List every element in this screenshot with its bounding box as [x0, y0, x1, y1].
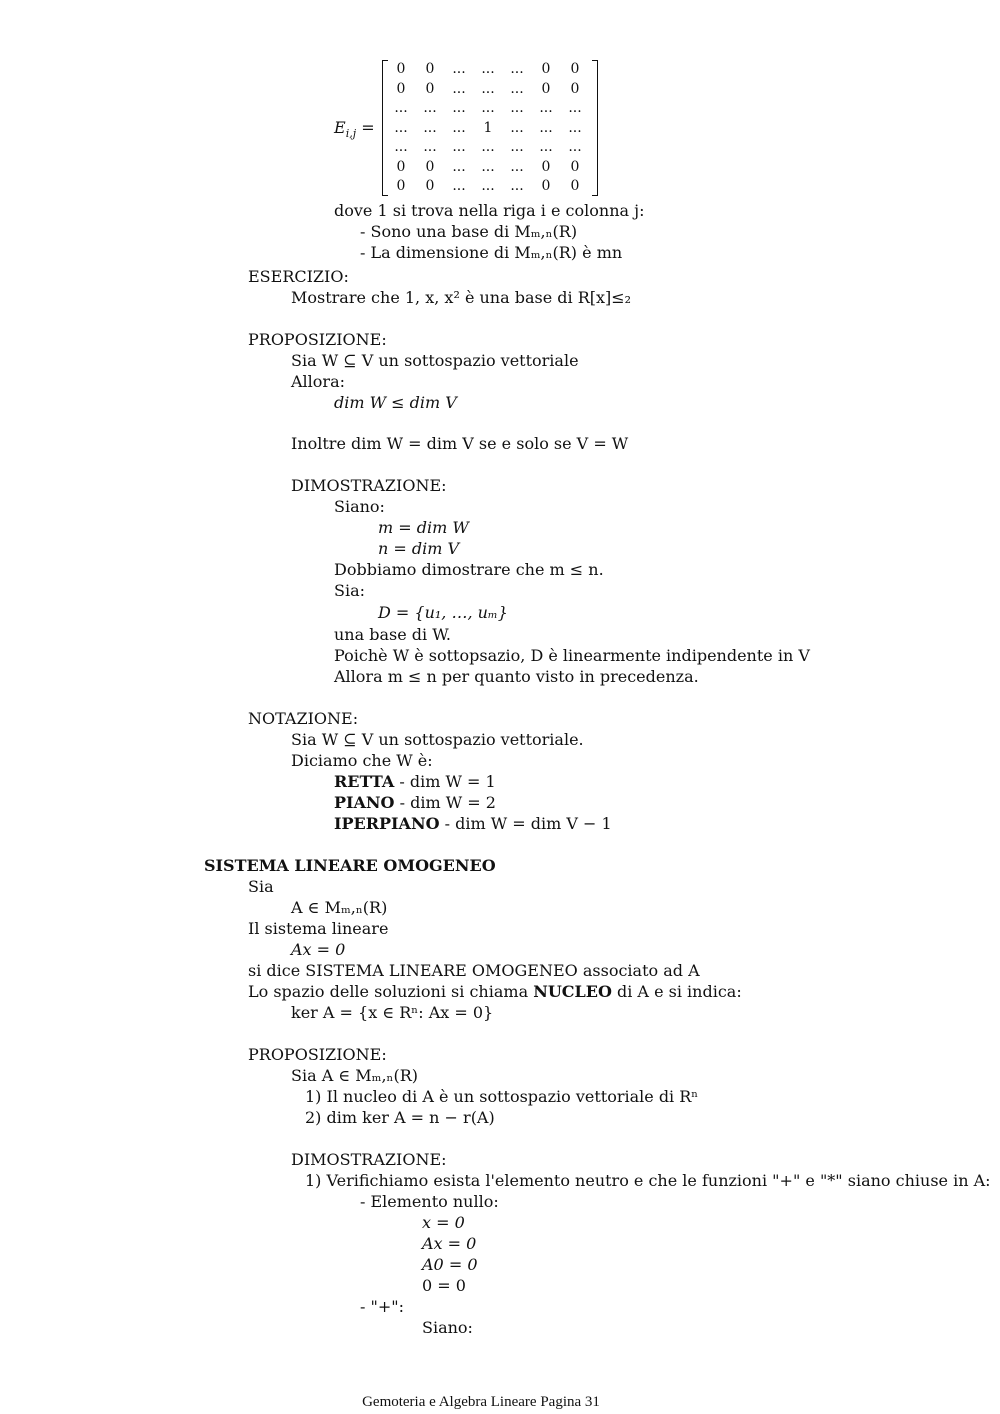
matrix-equals: = [361, 118, 375, 137]
matrix-cell: ... [452, 61, 466, 77]
matrix-cell: ... [394, 139, 408, 155]
matrix-cell: 0 [570, 61, 580, 77]
matrix-E-ij [334, 58, 604, 198]
matrix-cell: ... [510, 80, 524, 97]
matrix-cell: ... [481, 139, 495, 155]
matrix-right-bracket [592, 60, 598, 196]
matrix-cell: ... [568, 119, 582, 136]
text-line: Il sistema lineare [248, 919, 389, 938]
matrix-cell: ... [568, 100, 582, 116]
text-line: Diciamo che W è: [291, 751, 433, 770]
text-line: Dobbiamo dimostrare che m ≤ n. [334, 560, 604, 579]
section-heading: PROPOSIZIONE: [248, 330, 387, 349]
math-line: Ax = 0 [291, 940, 346, 959]
text-line: Sia A ∈ Mₘ,ₙ(R) [291, 1066, 419, 1085]
math-line: A0 = 0 [422, 1255, 478, 1274]
matrix-cell: ... [423, 119, 437, 136]
matrix-cell: ... [481, 178, 495, 194]
section-heading: DIMOSTRAZIONE: [291, 1150, 447, 1169]
section-heading: NOTAZIONE: [248, 709, 359, 728]
matrix-cell: ... [481, 158, 495, 175]
text-line: Siano: [334, 497, 385, 516]
math-line: 0 = 0 [422, 1276, 466, 1295]
matrix-cell: ... [394, 119, 408, 136]
matrix-cell: ... [481, 80, 495, 97]
text-line: Allora m ≤ n per quanto visto in precedenza. [334, 667, 699, 686]
notation-retta: RETTA - dim W = 1 [334, 772, 496, 791]
matrix-cell: 0 [541, 80, 551, 97]
text-line: Sia [248, 877, 274, 896]
matrix-cell: ... [510, 139, 524, 155]
list-item: - "+": [360, 1297, 405, 1316]
matrix-cell: 0 [541, 61, 551, 77]
page-footer: Gemoteria e Algebra Lineare Pagina 31 [362, 1394, 600, 1410]
text-line: dove 1 si trova nella riga i e colonna j: [334, 201, 645, 220]
text-line: Inoltre dim W = dim V se e solo se V = W [291, 434, 629, 453]
matrix-cell: 0 [425, 80, 435, 97]
matrix-cell: ... [539, 139, 553, 155]
matrix-cell: ... [481, 100, 495, 116]
matrix-cell: 0 [425, 178, 435, 194]
list-item: 1) Verifichiamo esista l'elemento neutro e che le funzioni "+" e "*" siano chiuse in A: [305, 1171, 991, 1190]
matrix-cell: ... [394, 100, 408, 116]
math-line: n = dim V [378, 539, 460, 558]
matrix-cell: ... [510, 119, 524, 136]
matrix-cell: 0 [541, 178, 551, 194]
matrix-cell: ... [423, 139, 437, 155]
math-line: A ∈ Mₘ,ₙ(R) [291, 898, 388, 917]
matrix-cell: ... [510, 178, 524, 194]
matrix-cell: 0 [396, 158, 406, 175]
list-item: - Elemento nullo: [360, 1192, 499, 1211]
notation-piano: PIANO - dim W = 2 [334, 793, 496, 812]
matrix-cell: 0 [396, 178, 406, 194]
matrix-cell: ... [539, 119, 553, 136]
matrix-cell: ... [510, 158, 524, 175]
matrix-cell: ... [452, 100, 466, 116]
matrix-cell: ... [568, 139, 582, 155]
matrix-cell: ... [452, 178, 466, 194]
matrix-cell: 0 [570, 80, 580, 97]
section-heading: DIMOSTRAZIONE: [291, 476, 447, 495]
list-item: - Sono una base di Mₘ,ₙ(R) [360, 222, 578, 241]
matrix-cell: ... [452, 158, 466, 175]
list-item: - La dimensione di Mₘ,ₙ(R) è mn [360, 243, 623, 262]
matrix-cell: 0 [570, 158, 580, 175]
matrix-cell: 0 [425, 158, 435, 175]
matrix-cell: 0 [396, 61, 406, 77]
text-line: Lo spazio delle soluzioni si chiama NUCLEO di A e si indica: [248, 982, 742, 1001]
text-line: una base di W. [334, 625, 451, 644]
math-line: Ax = 0 [422, 1234, 477, 1253]
matrix-cell: 0 [570, 178, 580, 194]
math-line: dim W ≤ dim V [334, 393, 457, 412]
math-line: ker A = {x ∈ Rⁿ: Ax = 0} [291, 1003, 494, 1022]
matrix-cell: ... [539, 100, 553, 116]
matrix-label: E [334, 118, 346, 137]
text-line: si dice SISTEMA LINEARE OMOGENEO associato ad A [248, 961, 700, 980]
text-line: Mostrare che 1, x, x² è una base di R[x]≤₂ [291, 288, 632, 307]
list-item: 1) Il nucleo di A è un sottospazio vettoriale di Rⁿ [305, 1087, 699, 1106]
matrix-cell: ... [423, 100, 437, 116]
text-line: Sia: [334, 581, 366, 600]
text-line: Allora: [291, 372, 345, 391]
matrix-cell: ... [481, 61, 495, 77]
matrix-cell: ... [510, 61, 524, 77]
text-line: Poichè W è sottopsazio, D è linearmente indipendente in V [334, 646, 810, 665]
math-line: D = {u₁, …, uₘ} [378, 603, 508, 622]
matrix-cell: 0 [541, 158, 551, 175]
matrix-cell: ... [452, 119, 466, 136]
matrix-cell: ... [452, 80, 466, 97]
section-title: SISTEMA LINEARE OMOGENEO [204, 856, 496, 875]
text-line: Sia W ⊆ V un sottospazio vettoriale. [291, 730, 584, 749]
matrix-cell: 0 [425, 61, 435, 77]
text-line: Siano: [422, 1318, 473, 1337]
list-item: 2) dim ker A = n − r(A) [305, 1108, 495, 1127]
math-line: m = dim W [378, 518, 469, 537]
matrix-cell: ... [510, 100, 524, 116]
section-heading: ESERCIZIO: [248, 267, 349, 286]
section-heading: PROPOSIZIONE: [248, 1045, 387, 1064]
math-line: x = 0 [422, 1213, 465, 1232]
matrix-cell: 1 [483, 119, 493, 136]
matrix-cell: 0 [396, 80, 406, 97]
matrix-cell: ... [452, 139, 466, 155]
matrix-label-subscript: i,j [345, 127, 357, 141]
notation-iperpiano: IPERPIANO - dim W = dim V − 1 [334, 814, 612, 833]
text-line: Sia W ⊆ V un sottospazio vettoriale [291, 351, 579, 370]
